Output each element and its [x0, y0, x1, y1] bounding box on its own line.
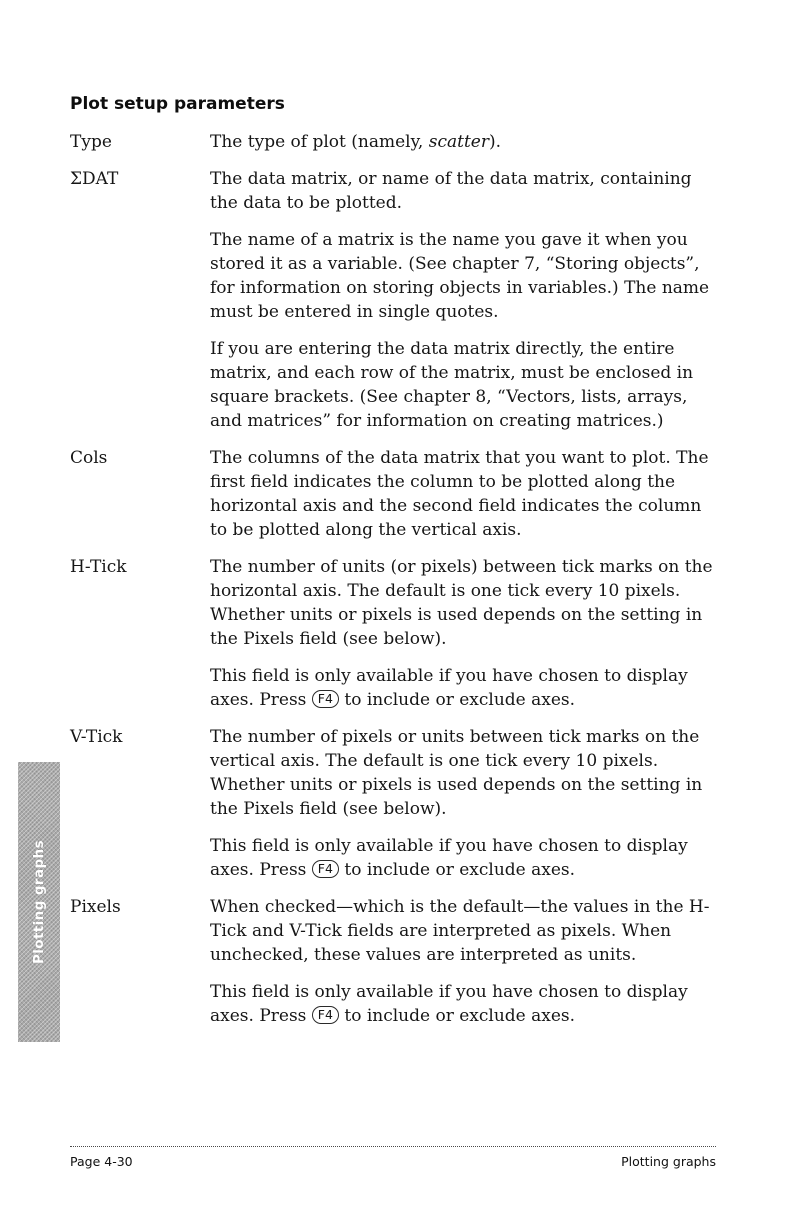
footer-chapter-name: Plotting graphs	[621, 1154, 716, 1169]
definition-entry	[70, 167, 718, 446]
chapter-tab	[18, 762, 60, 1042]
definition-entry	[70, 446, 718, 555]
paragraph: If you are entering the data matrix directly, the entire matrix, and each row of the matrix, must be enclosed in square brackets. (See chapter 8, “Vectors, lists, arrays, and matrices” for information on creating matrices.)	[210, 339, 694, 431]
paragraph: The columns of the data matrix that you want to plot. The first field indicates the column to be plotted along the horizontal axis and the second field indicates the column to be plotted along the vertical axis.	[210, 448, 709, 540]
entry-body	[210, 555, 718, 725]
paragraph: The name of a matrix is the name you gave it when you stored it as a variable. (See chapter 7, “Storing objects”, for information on storing objects in variables.) The name must be entered in single quotes.	[210, 230, 710, 322]
definition-entry	[70, 130, 718, 167]
key-cap-f4: F4	[312, 1006, 339, 1024]
footer-page-number: Page 4-30	[70, 1154, 133, 1169]
definition-list	[70, 130, 718, 1041]
entry-body	[210, 895, 718, 1041]
key-cap-f4: F4	[312, 690, 339, 708]
paragraph: This field is only available if you have chosen to display axes. Press F4 to include or exclude axes.	[210, 982, 688, 1026]
entry-body	[210, 167, 718, 446]
paragraph: The data matrix, or name of the data matrix, containing the data to be plotted.	[210, 169, 692, 213]
paragraph: This field is only available if you have chosen to display axes. Press F4 to include or exclude axes.	[210, 836, 688, 880]
term-label: ΣDAT	[70, 169, 119, 189]
paragraph: This field is only available if you have chosen to display axes. Press F4 to include or exclude axes.	[210, 666, 688, 710]
chapter-tab-label: Plotting graphs	[31, 839, 47, 965]
paragraph: The number of pixels or units between tick marks on the vertical axis. The default is one tick every 10 pixels. Whether units or pixels is used depends on the setting in the Pixels field (see below).	[210, 727, 703, 819]
term-label: Pixels	[70, 897, 121, 917]
entry-body	[210, 446, 718, 555]
definition-entry	[70, 725, 718, 895]
entry-body	[210, 725, 718, 895]
page-content	[70, 94, 718, 1041]
paragraph: The number of units (or pixels) between tick marks on the horizontal axis. The default is one tick every 10 pixels. Whether units or pixels is used depends on the setting in the Pixels field (see below).	[210, 557, 713, 649]
term-label: Cols	[70, 448, 108, 468]
page-title: Plot setup parameters	[70, 94, 285, 114]
italic-text: scatter	[428, 132, 489, 152]
entry-body	[210, 130, 718, 167]
paragraph: When checked—which is the default—the values in the H-Tick and V-Tick fields are interpreted as pixels. When unchecked, these values are interpreted as units.	[210, 897, 710, 965]
term-label: Type	[70, 132, 112, 152]
definition-entry	[70, 895, 718, 1041]
key-cap-f4: F4	[312, 860, 339, 878]
page-footer	[70, 1146, 716, 1169]
term-label: V-Tick	[70, 727, 123, 747]
definition-entry	[70, 555, 718, 725]
term-label: H-Tick	[70, 557, 127, 577]
paragraph: The type of plot (namely, scatter).	[210, 132, 502, 152]
